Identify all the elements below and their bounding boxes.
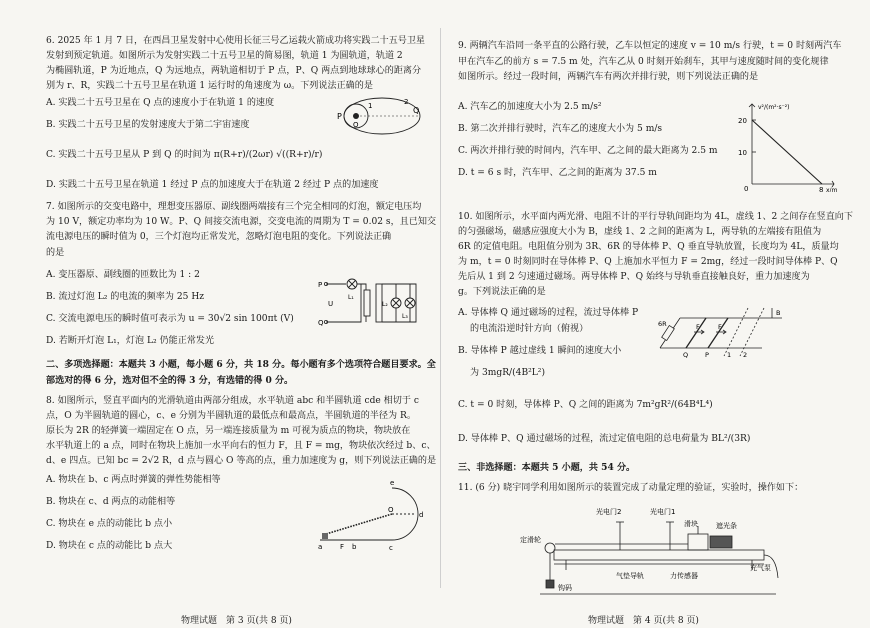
label-q: Q	[683, 351, 689, 359]
label-c: c	[389, 544, 393, 552]
q8-stem-line: 原长为 2R 的轻弹簧一端固定在 O 点，另一端连接质量为 m 可视为质点的物块，物块放在	[46, 426, 411, 436]
q9-option-b: B. 第二次并排行驶时，汽车乙的速度大小为 5 m/s	[458, 124, 663, 134]
q10-option-a: A. 导体棒 Q 通过磁场的过程，流过导体棒 P	[458, 308, 639, 318]
page-divider	[440, 28, 441, 588]
q10-option-d: D. 导体棒 P、Q 通过磁场的过程，流过定值电阻的总电荷量为 BL²/(3R)	[458, 434, 751, 444]
spring	[326, 514, 392, 534]
q6-stem-line: 6. 2025 年 1 月 7 日，在西昌卫星发射中心使用长征三号乙运载火箭成功将实践二十五号卫星	[46, 36, 426, 46]
q10-option-c: C. t = 0 时刻，导体棒 P、Q 之间的距离为 7m²gR²/(64B⁴L⁴)	[458, 400, 713, 410]
track-spring-figure	[316, 476, 426, 554]
label-p: P	[337, 112, 342, 121]
footer-right: 物理试题 第 4 页(共 8 页)	[588, 616, 699, 626]
q6-stem-line: 为椭圆轨道，P 为近地点，Q 为远地点，两轨道相切于 P 点，P、Q 两点到地球球心的距离分	[46, 66, 422, 76]
q7-option-b: B. 流过灯泡 L₂ 的电流的频率为 25 Hz	[46, 292, 205, 302]
q7-stem-line: 的是	[46, 248, 65, 258]
label-shade: 遮光条	[716, 522, 737, 530]
q7-option-c: C. 交流电源电压的瞬时值可表示为 u = 30√2 sin 100πt (V)	[46, 314, 294, 324]
q8-stem-line: 8. 如图所示，竖直平面内的光滑轨道由两部分组成，水平轨道 abc 和半圆轨道 cde 相切于 c	[46, 396, 419, 406]
q8-option-d: D. 物块在 c 点的动能比 b 点大	[46, 541, 173, 551]
q6-stem-line: 别为 r、R，实践二十五号卫星在轨道 1 运行时的角速度为 ω。下列说法正确的是	[46, 81, 373, 91]
origin-label: 0	[744, 185, 749, 192]
slider	[688, 534, 708, 550]
label-pump: 充气泵	[750, 564, 771, 572]
q10-stem-line: 为 m，t = 0 时刻同时在导体棒 P、Q 上施加水平恒力 F = 2mg，经过一段时间导体棒 P、Q	[458, 257, 838, 267]
y-axis-label: v²/(m²·s⁻²)	[758, 104, 790, 111]
q6-option-b: B. 实践二十五号卫星的发射速度大于第二宇宙速度	[46, 120, 250, 130]
y-tick-10: 10	[738, 149, 747, 157]
q6-stem-line: 发射到预定轨道。如图所示为发射实践二十五号卫星的简易图，轨道 1 为圆轨道，轨道 2	[46, 51, 403, 61]
label-b: b	[352, 543, 357, 551]
q9-stem-line: 9. 两辆汽车沿同一条平直的公路行驶，乙车以恒定的速度 v = 10 m/s 行驶，t = 0 时刻两汽车	[458, 41, 842, 51]
q10-stem-line: 10. 如图所示，水平面内两光滑、电阻不计的平行导轨间距均为 4L，虚线 1、2 之间存在竖直向下	[458, 212, 853, 222]
graph-line	[752, 120, 822, 184]
air-track	[554, 550, 764, 560]
q10-option-b-cont: 为 3mgR/(4B²L²)	[458, 368, 546, 378]
label-hook: 钩码	[558, 584, 572, 592]
label-gate1: 光电门1	[650, 508, 676, 516]
label-q: Q	[413, 106, 420, 115]
label-a: a	[318, 543, 323, 551]
q6-option-d: D. 实践二十五号卫星在轨道 1 经过 P 点的加速度大于在轨道 2 经过 P 点的加速度	[46, 180, 379, 190]
q8-stem-line: 点，O 为半圆轨道的圆心，c、e 分别为半圆轨道的最低点和最高点，半圆轨道的半径为 R。	[46, 411, 416, 421]
label-f-p: F	[718, 323, 722, 331]
label-orbit-1: 1	[368, 102, 373, 110]
q8-stem-line: 水平轨道上的 a 点，同时在物块上施加一水平向右的恒力 F，且 F = mg，物块依次经过 b、c、	[46, 441, 436, 451]
label-d: d	[419, 511, 424, 519]
block	[322, 533, 328, 539]
label-track: 气垫导轨	[616, 572, 644, 580]
q8-option-c: C. 物块在 e 点的动能比 b 点小	[46, 519, 173, 529]
q10-stem-line: 先后从 1 到 2 匀速通过磁场。两导体棒 P、Q 始终与导轨垂直接触良好，重力加速度为	[458, 272, 810, 282]
label-u: U	[328, 300, 334, 308]
label-o: O	[353, 121, 359, 129]
label-b: B	[776, 309, 781, 317]
force-sensor-block	[710, 536, 732, 548]
section-2-header: 二、多项选择题：本题共 3 小题，每小题 6 分，共 18 分。每小题有多个选项符合题目要求。全	[46, 359, 436, 370]
air-track-apparatus-figure	[520, 498, 790, 612]
label-f-q: F	[696, 323, 700, 331]
label-l3: L₃	[402, 313, 408, 320]
q10-stem-line: 6R 的定值电阻。电阻值分别为 3R、6R 的导体棒 P、Q 垂直导轨放置，长度均为 4L，质量均	[458, 242, 839, 252]
q9-stem-line: 甲在汽车乙的前方 s = 7.5 m 处，汽车乙从 0 时刻开始刹车，其甲与速度随时间的变化规律	[458, 57, 829, 67]
y-tick-20: 20	[738, 117, 747, 125]
q8-option-b: B. 物块在 c、d 两点的动能相等	[46, 497, 176, 507]
q6-option-a: A. 实践二十五号卫星在 Q 点的速度小于在轨道 1 的速度	[46, 98, 275, 108]
q8-option-a: A. 物块在 b、c 两点时弹簧的弹性势能相等	[46, 475, 221, 485]
q10-option-a-cont: 的电流沿逆时针方向（俯视）	[458, 324, 589, 334]
x-tick-8: 8	[819, 186, 824, 192]
hook-weight	[546, 580, 554, 588]
dashed-line-2	[740, 308, 764, 356]
label-sensor: 力传感器	[670, 572, 698, 580]
footer-left: 物理试题 第 3 页(共 8 页)	[181, 616, 292, 626]
label-e: e	[390, 479, 395, 487]
x-axis-label: x/m	[826, 187, 838, 192]
rails-magnetic-field-figure	[654, 304, 794, 360]
q9-option-a: A. 汽车乙的加速度大小为 2.5 m/s²	[458, 102, 602, 112]
section-2-header-cont: 部选对的得 6 分，选对但不全的得 3 分，有选错的得 0 分。	[46, 375, 294, 386]
label-6r: 6R	[658, 320, 667, 328]
q7-stem-line: 7. 如图所示的交变电路中，理想变压器原、副线圈两端接有三个完全相同的灯泡，额定电压均	[46, 202, 422, 212]
label-q: Q	[318, 319, 324, 327]
label-p: P	[318, 281, 323, 289]
pulley	[545, 543, 555, 553]
label-slider: 滑块	[684, 520, 698, 528]
label-line-1: 1	[727, 351, 732, 359]
v2-x-graph	[736, 100, 840, 192]
q7-stem-line: 流电源电压的瞬时值为 0，三个灯泡均正常发光，忽略灯泡电阻的变化。下列说法正确	[46, 232, 392, 242]
label-gate2: 光电门2	[596, 508, 622, 516]
transformer-circuit-figure	[316, 272, 424, 334]
label-pulley: 定滑轮	[520, 536, 541, 544]
q10-option-b: B. 导体棒 P 越过虚线 1 瞬间的速度大小	[458, 346, 622, 356]
label-f: F	[340, 543, 345, 551]
label-line-2: 2	[743, 351, 748, 359]
label-p: P	[705, 351, 709, 359]
q11-stem-line: 11. (6 分) 晓宇同学利用如图所示的装置完成了动量定理的验证，实验时，操作如下：	[458, 483, 804, 493]
label-l1: L₁	[348, 294, 354, 301]
q9-stem-line: 如图所示。经过一段时间，两辆汽车有两次并排行驶，则下列说法正确的是	[458, 72, 759, 82]
q7-stem-line: 为 10 V，额定功率均为 10 W。P、Q 间接交流电源，交变电流的周期为 T = 0.02 s，且已知交	[46, 217, 437, 227]
label-l2: L₂	[382, 301, 388, 308]
label-orbit-2: 2	[404, 98, 409, 106]
dashed-line-1	[724, 308, 748, 356]
section-3-header: 三、非选择题：本题共 5 小题，共 54 分。	[458, 462, 636, 473]
orbit-figure	[334, 92, 424, 142]
q10-stem-line: g。下列说法正确的是	[458, 287, 546, 297]
q7-option-a: A. 变压器原、副线圈的匝数比为 1 : 2	[46, 270, 200, 280]
q7-option-d: D. 若断开灯泡 L₁，灯泡 L₂ 仍能正常发光	[46, 336, 215, 346]
q10-stem-line: 的匀强磁场，磁感应强度大小为 B，虚线 1、2 之间的距离为 L，两导轨的左端接有阻值为	[458, 227, 822, 237]
q8-stem-line: d、e 四点。已知 bc = 2√2 R，d 点与圆心 O 等高的点，重力加速度为 g，则下列说法正确的是	[46, 456, 437, 466]
q6-option-c: C. 实践二十五号卫星从 P 到 Q 的时间为 π(R+r)/(2ωr) √((R+r)/r)	[46, 150, 323, 160]
q9-option-c: C. 两次并排行驶的时间内，汽车甲、乙之间的最大距离为 2.5 m	[458, 146, 718, 156]
label-o: O	[388, 506, 394, 514]
q9-option-d: D. t = 6 s 时，汽车甲、乙之间的距离为 37.5 m	[458, 168, 657, 178]
